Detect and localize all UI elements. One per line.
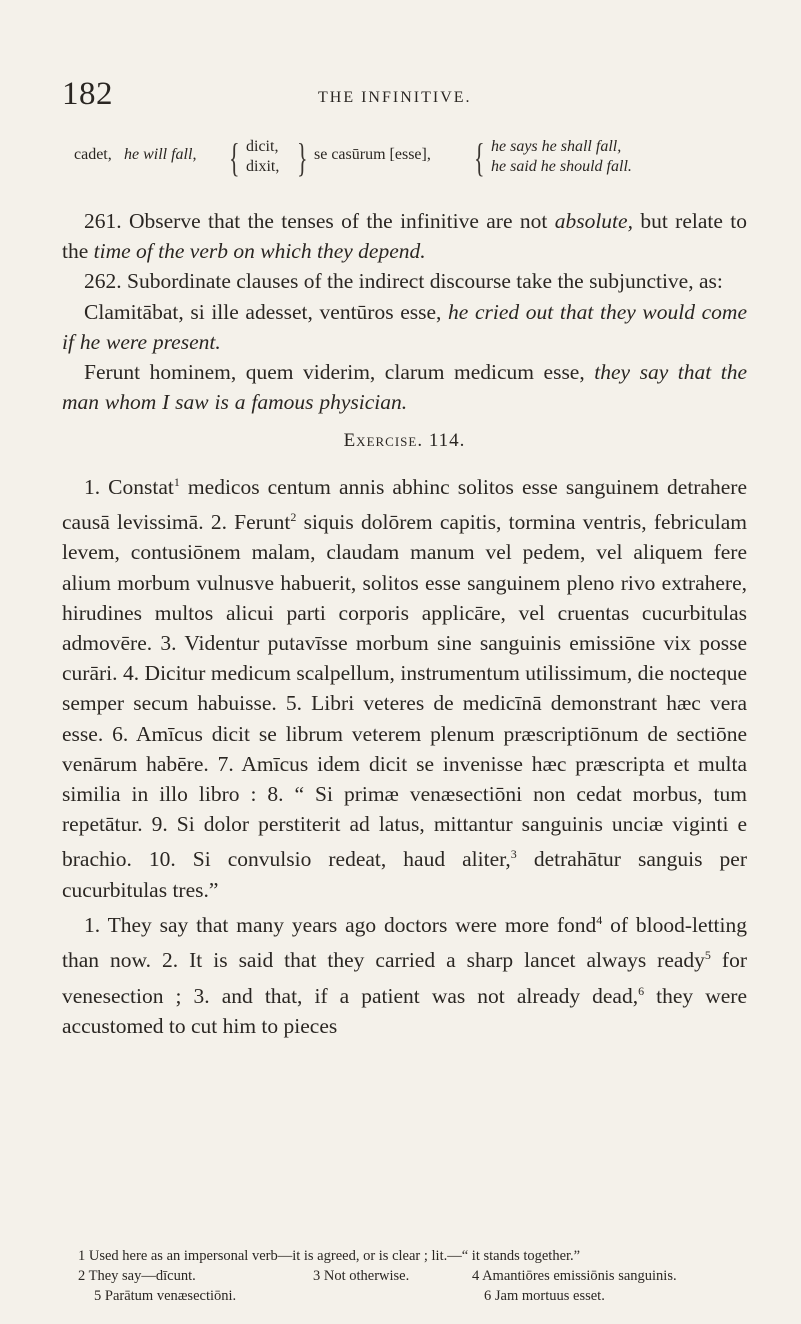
section-262: 262. Subordinate clauses of the indirect discourse take the subjunctive, as: [84,269,723,294]
english-exercise-text-4: they were accustomed to cut him to pieces [62,983,747,1039]
main-text [62,206,747,1041]
exercise-heading: Exercise. 114. [343,430,466,452]
latin-exercise [62,467,747,905]
latin-exercise-text-3: siquis dolōrem capitis, tormina ventris, febriculam levem, contusiōnem malam, claudam manum vel pedem, vel aliquem fere alium morbum vulnusve habuerit, solitos esse sanguinem pleno rivo extrahere, hirudines multos alicui parti corporis applicāre, vel cruentas cucurbitulas admovēre. 3. Videntur putavīsse morbum sine sanguinis emissiōne vix posse curāri. 4. Dicitur medicum scalpellum, instrumentum utilissimum, die nocteque semper secum habuisse. 5. Libri veteres de medicīnā demonstrant hæc vera esse. 6. Amīcus dicit se librum veterem plenum præscriptiōnum de sectiōne venārum habēre. 7. Amīcus idem dicit se invenisse hæc præscripta et multa similia in illo libro : 8. “ Si primæ venæsectiōni non cedat morbus, tum repetātur. 9. Si dolor perstiterit ad latus, mittantur sanguinis unciæ viginti e brachio. 10. Si convulsio redeat, haud aliter, [62,510,747,872]
page-number: 182 [62,76,113,112]
conj-verb-dixit: dixit, [246,158,280,175]
latin-exercise-text-2: medicos centum annis abhinc solitos esse sanguinem detrahere causā levissimā. 2. Ferunt [62,474,747,535]
middle-brace: } [297,135,308,180]
footnote-ref-5: 5 [704,948,711,963]
conj-latin-casurum: se casūrum [esse], [314,146,431,163]
footnote-ref-3: 3 [510,847,517,862]
page-header [0,76,801,116]
english-exercise-text-1: 1. They say that many years ago doctors were more fond [84,913,597,938]
conj-latin-cadet: cadet, [74,146,112,163]
section-261 [62,206,747,266]
footnotes [78,1246,758,1306]
english-exercise [62,905,747,1041]
footnote-4: 4 Amantiōres emissiōnis sanguinis. [472,1268,677,1284]
example-clamitabat [62,297,747,357]
conjugation-example [74,135,774,204]
footnote-ref-2: 2 [290,509,297,524]
footnote-3: 3 Not otherwise. [313,1268,410,1284]
footnote-ref-6: 6 [638,983,645,998]
footnote-row-3 [78,1286,758,1306]
footnote-row-2 [78,1266,758,1286]
latin-exercise-text-4: detrahātur sanguis per cucurbitulas tres.” [62,847,747,902]
example-1-english: he cried out that they would come if he were present. [62,299,747,354]
conj-english-says: he says he shall fall, [491,138,622,155]
section-261-emphasis-time: time of the verb on which they depend. [93,239,426,264]
footnote-6: 6 Jam mortuus esset. [484,1288,605,1304]
example-1-latin: Clamitābat, si ille adesset, ventūros esse, [84,299,449,324]
conj-english-will-fall: he will fall, [124,146,197,163]
example-2-latin: Ferunt hominem, quem viderim, clarum medicum esse, [84,360,595,385]
english-exercise-text-2: of blood-letting than now. 2. It is said that they carried a sharp lancet always ready [62,913,747,973]
running-head: THE INFINITIVE. [318,89,472,106]
right-brace: { [474,135,485,180]
conj-verb-dicit: dicit, [246,138,279,155]
section-261-text-2: but relate to the [62,209,747,264]
section-261-emphasis-absolute: absolute, [554,209,633,233]
latin-exercise-text-1: 1. Constat [84,474,174,499]
footnote-2: 2 They say—dīcunt. [78,1268,196,1284]
section-261-text: 261. Observe that the tenses of the infinitive are not [84,209,555,233]
footnote-ref-4: 4 [596,912,603,927]
example-2-english: they say that the man whom I saw is a famous physician. [62,360,747,415]
footnote-row-1 [78,1246,758,1266]
english-exercise-text-3: for venesection ; 3. and that, if a patient was not already dead, [62,948,747,1008]
conj-english-said: he said he should fall. [491,158,632,175]
footnote-5: 5 Parātum venæsectiōni. [94,1288,237,1304]
left-brace: { [229,135,240,180]
example-ferunt [62,357,747,417]
footnote-ref-1: 1 [173,474,180,489]
footnote-1: 1 Used here as an impersonal verb—it is agreed, or is clear ; lit.—“ it stands together.” [78,1248,581,1264]
